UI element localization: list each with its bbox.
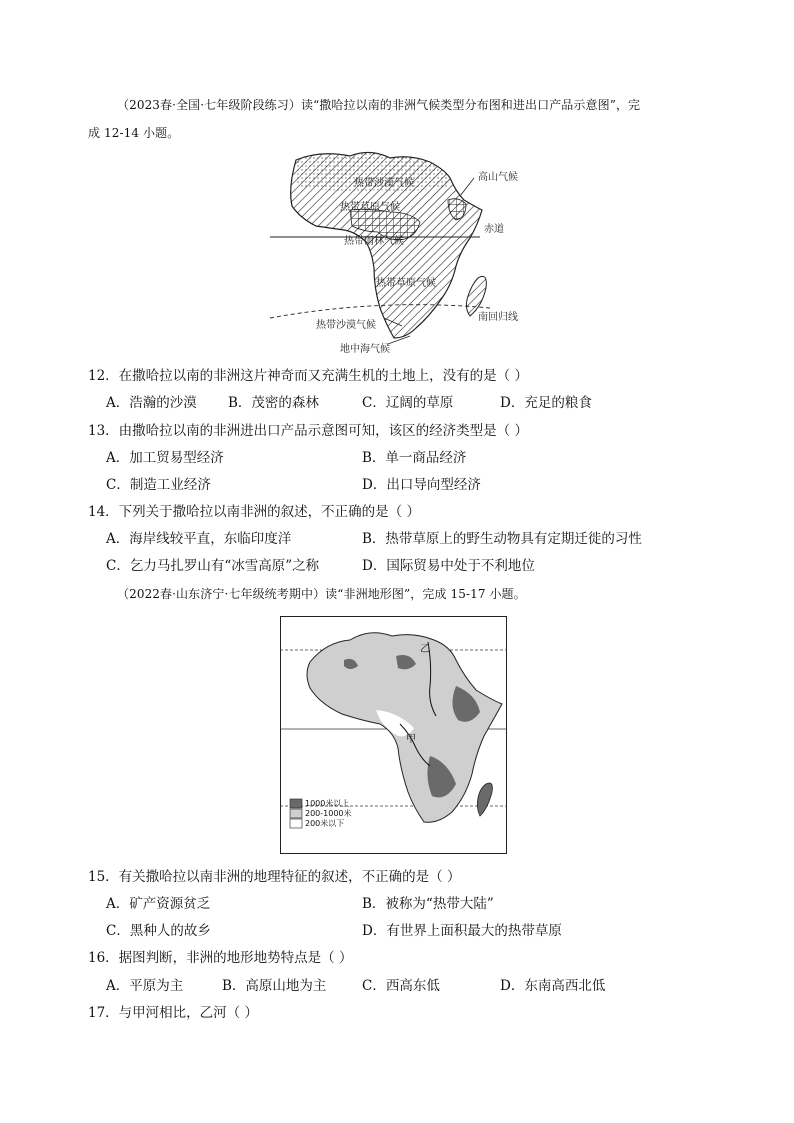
q16-option-a: A．平原为主 xyxy=(106,978,184,994)
label-rainforest: 热带雨林气候 xyxy=(344,236,404,247)
q15-stem: 15．有关撒哈拉以南非洲的地理特征的叙述，不正确的是（ ） xyxy=(88,869,461,885)
q14-option-c: C．乞力马扎罗山有“冰雪高原”之称 xyxy=(106,558,320,574)
q16-option-d: D．东南高西北低 xyxy=(500,978,606,994)
legend xyxy=(290,798,352,828)
label-desert-north: 热带沙漠气候 xyxy=(354,178,414,189)
intro-line-1: （2023春·全国·七年级阶段练习）读“撒哈拉以南的非洲气候类型分布图和进出口产品示意图”，完 xyxy=(117,98,641,112)
terrain-map xyxy=(280,616,507,854)
q15-option-d: D．有世界上面积最大的热带草原 xyxy=(362,923,562,939)
q12-option-a: A．浩瀚的沙漠 xyxy=(106,395,197,411)
q16-stem: 16．据图判断，非洲的地形地势特点是（ ） xyxy=(88,950,353,966)
label-yi: 乙 xyxy=(420,644,430,655)
q14-option-a: A．海岸线较平直，东临印度洋 xyxy=(106,531,292,547)
intro-line-2: 成 12-14 小题。 xyxy=(88,126,180,140)
label-equator: 赤道 xyxy=(484,224,504,235)
q12-option-b: B．茂密的森林 xyxy=(228,395,319,411)
q13-option-b: B．单一商品经济 xyxy=(362,450,467,466)
q12-option-c: C．辽阔的草原 xyxy=(362,395,454,411)
label-jia: 甲 xyxy=(406,734,416,745)
q13-option-c: C．制造工业经济 xyxy=(106,477,211,493)
legend-label-mid: 200-1000米 xyxy=(305,809,352,818)
legend-swatch-high xyxy=(290,799,302,808)
q13-option-d: D．出口导向型经济 xyxy=(362,477,481,493)
legend-swatch-low xyxy=(290,819,302,828)
q14-option-b: B．热带草原上的野生动物具有定期迁徙的习性 xyxy=(362,531,642,547)
q15-option-c: C．黑种人的故乡 xyxy=(106,923,211,939)
q14-option-d: D．国际贸易中处于不利地位 xyxy=(362,558,535,574)
q12-option-d: D．充足的粮食 xyxy=(500,395,592,411)
q17-stem: 17．与甲河相比，乙河（ ） xyxy=(88,1005,258,1021)
label-savanna-north: 热带草原气候 xyxy=(340,202,400,213)
q14-stem: 14．下列关于撒哈拉以南非洲的叙述，不正确的是（ ） xyxy=(88,504,420,520)
legend-label-high: 1000米以上 xyxy=(305,799,350,808)
q13-stem: 13．由撒哈拉以南的非洲进出口产品示意图可知，该区的经济类型是（ ） xyxy=(88,423,528,439)
label-savanna-south: 热带草原气候 xyxy=(376,278,436,289)
q16-option-b: B．高原山地为主 xyxy=(222,978,327,994)
label-highland: 高山气候 xyxy=(478,172,518,183)
q16-option-c: C．西高东低 xyxy=(362,978,440,994)
q12-stem: 12．在撒哈拉以南的非洲这片神奇而又充满生机的土地上，没有的是（ ） xyxy=(88,368,528,384)
label-tropic: 南回归线 xyxy=(478,312,518,323)
q13-option-a: A．加工贸易型经济 xyxy=(106,450,224,466)
legend-swatch-mid xyxy=(290,809,302,818)
climate-map xyxy=(260,148,540,360)
legend-label-low: 200米以下 xyxy=(305,819,345,828)
intro2-line-1: （2022春·山东济宁·七年级统考期中）读“非洲地形图”，完成 15-17 小题。 xyxy=(117,587,526,601)
madagascar xyxy=(466,276,486,316)
label-mediterranean: 地中海气候 xyxy=(340,344,390,355)
label-desert-south: 热带沙漠气候 xyxy=(316,320,376,331)
q15-option-a: A．矿产资源贫乏 xyxy=(106,896,211,912)
q15-option-b: B．被称为“热带大陆” xyxy=(362,896,494,912)
